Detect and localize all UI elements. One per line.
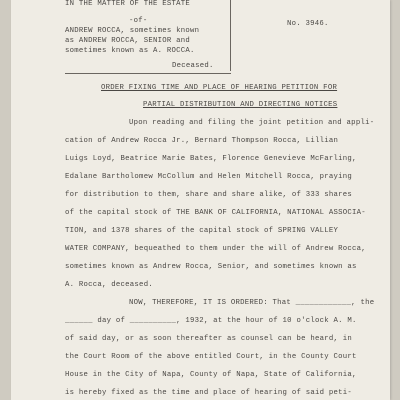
caption-name-line-1: ANDREW ROCCA, sometimes known xyxy=(65,27,200,35)
body-line-10: A. Rocca, deceased. xyxy=(65,281,153,289)
body-line-1: Upon reading and filing the joint petition and appli- xyxy=(129,119,375,127)
caption-deceased: Deceased. xyxy=(172,62,214,70)
body-line-7: TION, and 1378 shares of the capital stock of SPRING VALLEY xyxy=(65,227,339,235)
order-line-4: the Court Room of the above entitled Court, in the County Court xyxy=(65,353,357,361)
caption-matter: IN THE MATTER OF THE ESTATE xyxy=(65,0,190,8)
document-page xyxy=(11,0,390,400)
caption-divider-vertical xyxy=(230,0,231,71)
order-title-line-1: ORDER FIXING TIME AND PLACE OF HEARING PETITION FOR xyxy=(101,84,338,92)
order-line-3: of said day, or as soon thereafter as counsel can be heard, in xyxy=(65,335,352,343)
caption-divider-horizontal xyxy=(65,73,231,74)
case-number: No. 3946. xyxy=(287,20,329,28)
caption-of: -of- xyxy=(129,17,148,25)
body-line-4: Edalane Bartholomew McCollum and Helen Mitchell Rocca, praying xyxy=(65,173,352,181)
order-line-2: ______ day of __________, 1932, at the hour of 10 o'clock A. M. xyxy=(65,317,357,325)
order-line-5: House in the City of Napa, County of Napa, State of California, xyxy=(65,371,357,379)
caption-name-line-2: as ANDREW ROCCA, SENIOR and xyxy=(65,37,190,45)
body-line-2: cation of Andrew Rocca Jr., Bernard Thompson Rocca, Lillian xyxy=(65,137,339,145)
body-line-8: WATER COMPANY, bequeathed to them under the will of Andrew Rocca, xyxy=(65,245,366,253)
order-title-line-2: PARTIAL DISTRIBUTION AND DIRECTING NOTICES xyxy=(143,101,338,109)
body-line-3: Luigs Loyd, Beatrice Marie Bates, Florence Genevieve McFarling, xyxy=(65,155,357,163)
order-line-6: is hereby fixed as the time and place of hearing of said peti- xyxy=(65,389,352,397)
body-line-5: for distribution to them, share and share alike, of 333 shares xyxy=(65,191,352,199)
body-line-6: of the capital stock of THE BANK OF CALIFORNIA, NATIONAL ASSOCIA- xyxy=(65,209,366,217)
caption-name-line-3: sometimes known as A. ROCCA. xyxy=(65,47,195,55)
body-line-9: sometimes known as Andrew Rocca, Senior, and sometimes known as xyxy=(65,263,357,271)
order-line-1: NOW, THEREFORE, IT IS ORDERED: That ____________, the xyxy=(129,299,375,307)
